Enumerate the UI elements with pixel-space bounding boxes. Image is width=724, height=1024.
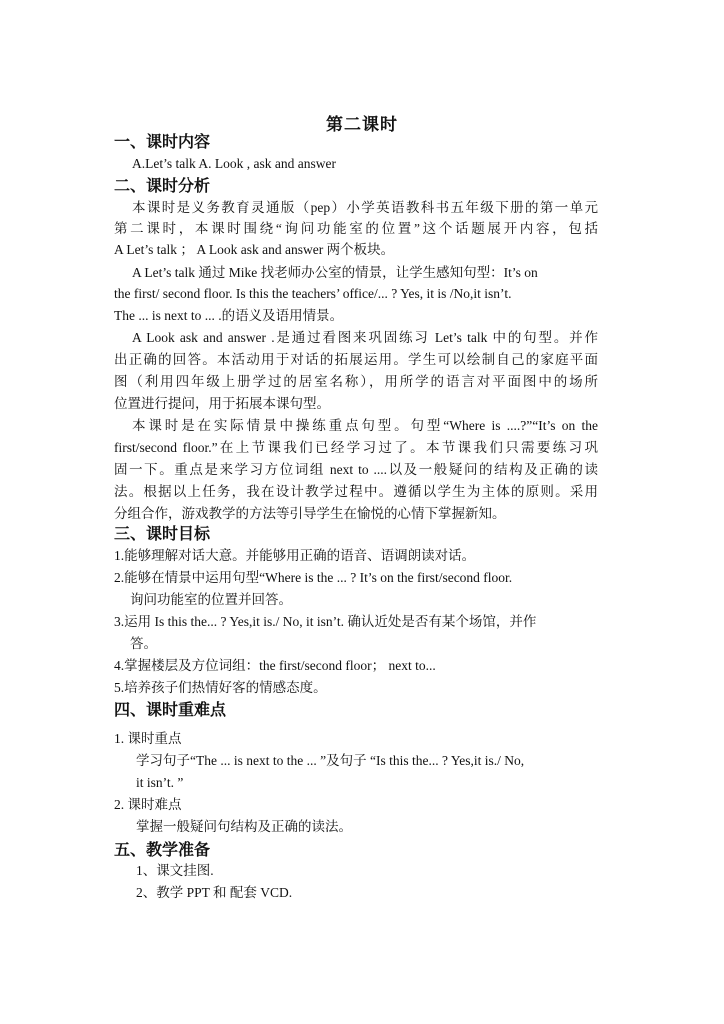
analysis-line: 本课时是义务教育灵通版（pep）小学英语教科书五年级下册的第一单元 <box>132 200 598 215</box>
analysis-line: 位置进行提问，用于拓展本课句型。 <box>114 396 330 411</box>
analysis-line: 固一下。重点是来学习方位词组 next to ....以及一般疑问的结构及正确的读 <box>114 462 598 477</box>
goal-line: 4.掌握楼层及方位词组：the first/second floor； next to... <box>114 658 436 673</box>
analysis-line: A Let’s talk ； A Look ask and answer 两个板块。 <box>114 242 395 257</box>
content-text: A.Let’s talk A. Look , ask and answer <box>132 156 336 171</box>
key-point-line: it isn’t. ” <box>136 775 184 790</box>
section-heading-key-points: 四、课时重难点 <box>114 700 227 719</box>
section-heading-analysis: 二、课时分析 <box>114 176 211 195</box>
analysis-line: first/second floor.”在上节课我们已经学习过了。本节课我们只需要练习巩 <box>114 440 598 455</box>
analysis-line: 本课时是在实际情景中操练重点句型。句型“Where is ....?”“It’s on the <box>132 418 598 433</box>
goal-line: 2.能够在情景中运用句型“Where is the ... ? It’s on the first/second floor. <box>114 570 513 585</box>
analysis-line: 出正确的回答。本活动用于对话的拓展运用。学生可以绘制自己的家庭平面 <box>114 352 598 367</box>
analysis-line: 第二课时，本课时围绕“询问功能室的位置”这个话题展开内容，包括 <box>114 221 598 236</box>
analysis-line: The ... is next to ... .的语义及语用情景。 <box>114 308 344 323</box>
analysis-line: A Look ask and answer .是通过看图来巩固练习 Let’s talk 中的句型。并作 <box>132 330 598 345</box>
preparation-line: 1、课文挂图. <box>136 863 214 878</box>
key-point-line: 2. 课时难点 <box>114 797 182 812</box>
analysis-line: the first/ second floor. Is this the teachers’ office/... ? Yes, it is /No,it isn’t. <box>114 286 512 301</box>
key-point-line: 学习句子“The ... is next to the ... ”及句子 “Is this the... ? Yes,it is./ No, <box>136 753 525 768</box>
goal-line: 询问功能室的位置并回答。 <box>130 592 292 607</box>
goal-line: 5.培养孩子们热情好客的情感态度。 <box>114 680 327 695</box>
analysis-line: 法。根据以上任务，我在设计教学过程中。遵循以学生为主体的原则。采用 <box>114 484 598 499</box>
goal-line: 答。 <box>130 636 157 651</box>
section-heading-content: 一、课时内容 <box>114 132 211 151</box>
section-heading-goals: 三、课时目标 <box>114 524 211 543</box>
preparation-line: 2、教学 PPT 和 配套 VCD. <box>136 885 293 900</box>
section-heading-preparation: 五、教学准备 <box>114 840 211 859</box>
goal-line: 1.能够理解对话大意。并能够用正确的语音、语调朗读对话。 <box>114 548 476 563</box>
page-title: 第二课时 <box>326 115 398 135</box>
goal-line: 3.运用 Is this the... ? Yes,it is./ No, it isn’t. 确认近处是否有某个场馆，并作 <box>114 614 537 629</box>
key-point-line: 掌握一般疑问句结构及正确的读法。 <box>136 819 352 834</box>
analysis-line: 分组合作，游戏教学的方法等引导学生在愉悦的心情下掌握新知。 <box>114 506 506 521</box>
analysis-line: 图（利用四年级上册学过的居室名称），用所学的语言对平面图中的场所 <box>114 374 598 389</box>
key-point-line: 1. 课时重点 <box>114 731 182 746</box>
analysis-line: A Let’s talk 通过 Mike 找老师办公室的情景，让学生感知句型：It’s on <box>132 265 538 280</box>
